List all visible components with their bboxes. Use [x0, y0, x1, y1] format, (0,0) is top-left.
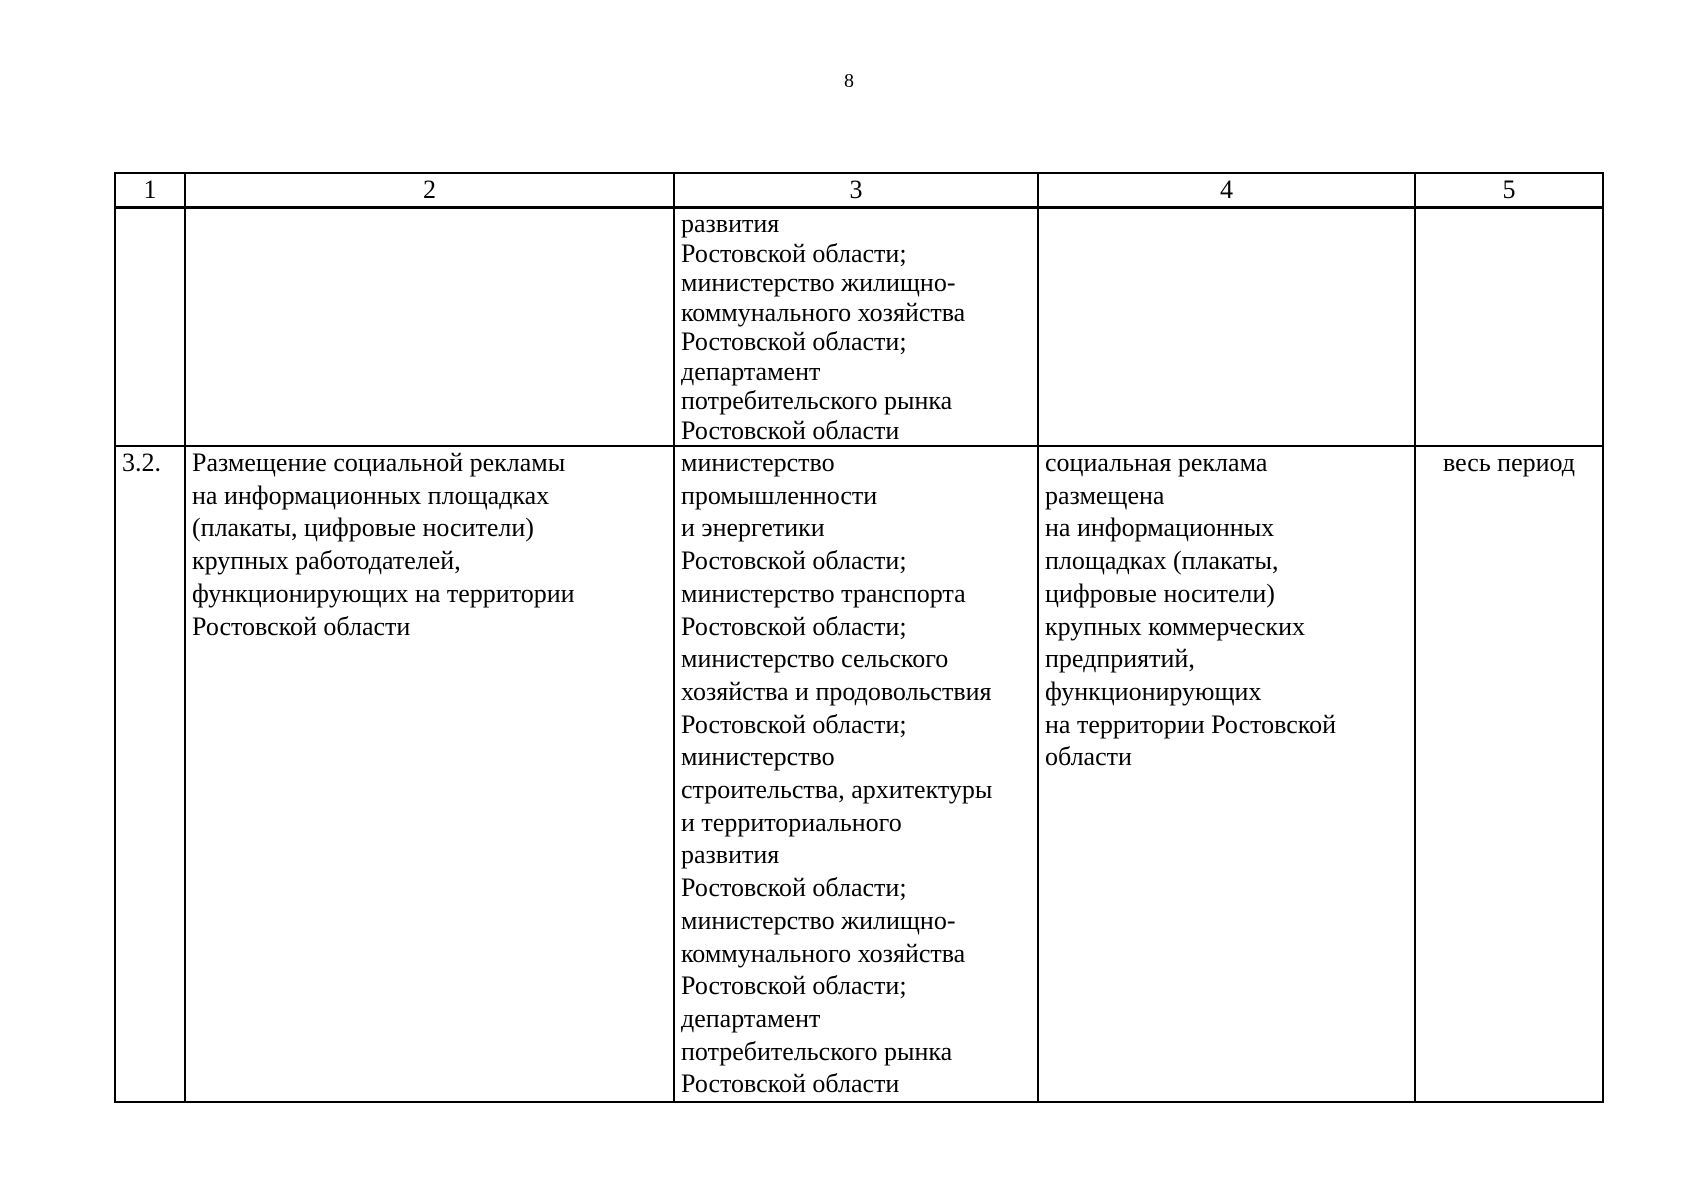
page-number: 8 [844, 70, 854, 92]
responsible-line: Ростовской области; [681, 971, 907, 1001]
activity-cell [185, 446, 674, 1102]
result-line: социальная реклама [1045, 448, 1268, 477]
cont-responsible-line: Ростовской области; [681, 327, 907, 356]
table-row-3-2 [115, 446, 1603, 1102]
cont-responsible-line: Ростовской области; [681, 238, 907, 268]
cont-responsible-line: потребительского рынка [681, 386, 953, 415]
result-line: крупных коммерческих [1045, 611, 1306, 641]
responsible-line: министерство [681, 448, 835, 477]
header-col-2: 2 [185, 173, 674, 208]
responsible-line: министерство транспорта [681, 578, 966, 608]
result-line: предприятий, [1045, 644, 1195, 674]
responsible-line: министерство [681, 742, 835, 772]
header-col-5: 5 [1415, 173, 1603, 208]
responsible-line: министерство сельского [681, 644, 949, 674]
responsible-line: хозяйства и продовольствия [681, 676, 992, 706]
result-line: на информационных [1045, 513, 1275, 543]
responsible-line: строительства, архитектуры [681, 775, 993, 805]
responsible-line: Ростовской области; [681, 546, 907, 576]
responsible-line: развития [681, 840, 780, 870]
result-line: площадках (плакаты, [1045, 546, 1279, 576]
cont-col-5 [1415, 208, 1603, 447]
activity-line: крупных работодателей, [192, 546, 461, 576]
responsible-line: департамент [681, 1003, 821, 1033]
cont-col-4 [1038, 208, 1415, 447]
responsible-line: и территориального [681, 807, 902, 837]
plan-table [114, 172, 1604, 1103]
period-cell: весь период [1415, 446, 1603, 1102]
result-cell [1038, 446, 1415, 1102]
responsible-line: Ростовской области [681, 1069, 900, 1099]
cont-col-2 [185, 208, 674, 447]
result-line: области [1045, 742, 1132, 772]
cont-responsible-line: Ростовской области [681, 415, 900, 445]
activity-line: Ростовской области [192, 611, 411, 641]
activity-line: на информационных площадках [192, 480, 550, 510]
table-row-continuation [115, 208, 1603, 447]
header-col-3: 3 [674, 173, 1038, 208]
activity-line: функционирующих на территории [192, 578, 575, 608]
result-line: размещена [1045, 480, 1165, 510]
table-header-row [115, 173, 1603, 208]
responsible-line: Ростовской области; [681, 611, 907, 641]
responsible-line: коммунального хозяйства [681, 938, 966, 968]
cont-col-1 [115, 208, 185, 447]
activity-line: Размещение социальной рекламы [192, 448, 566, 477]
responsible-line: Ростовской области; [681, 873, 907, 903]
responsible-line: министерство жилищно- [681, 905, 956, 935]
responsible-line: и энергетики [681, 513, 825, 543]
cont-responsible-line: коммунального хозяйства [681, 297, 966, 327]
header-col-4: 4 [1038, 173, 1415, 208]
responsible-line: Ростовской области; [681, 709, 907, 739]
cont-responsible-line: департамент [681, 356, 821, 386]
cont-responsible-line: министерство жилищно- [681, 268, 956, 297]
header-col-1: 1 [115, 173, 185, 208]
result-line: цифровые носители) [1045, 578, 1275, 608]
cont-responsible-line: развития [681, 209, 780, 238]
row-number-cell: 3.2. [115, 446, 185, 1102]
activity-line: (плакаты, цифровые носители) [192, 513, 534, 543]
responsible-cell [674, 446, 1038, 1102]
result-line: на территории Ростовской [1045, 709, 1337, 739]
cont-responsible-cell [674, 208, 1038, 447]
responsible-line: потребительского рынка [681, 1036, 953, 1066]
responsible-line: промышленности [681, 480, 878, 510]
result-line: функционирующих [1045, 676, 1262, 706]
